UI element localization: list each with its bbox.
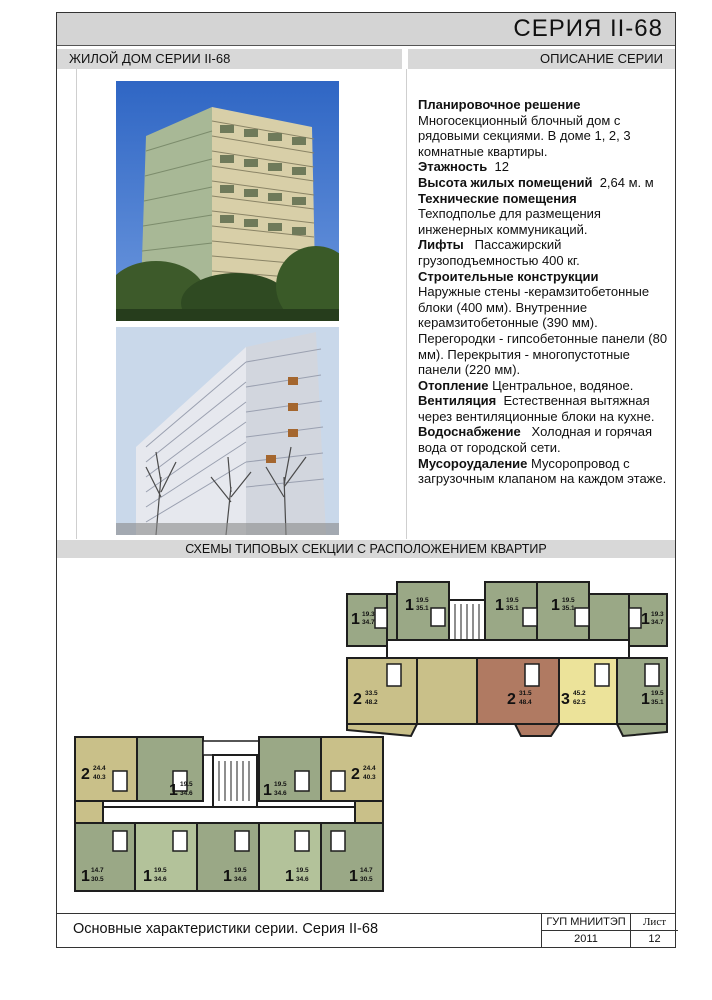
top-u3-total: 35.1 <box>506 605 519 612</box>
bot-u1-total: 40.3 <box>93 774 106 781</box>
bot-u4-area: 24.4 <box>363 765 376 772</box>
lifts-label: Лифты <box>418 237 464 253</box>
bot-l2-area: 19.5 <box>154 867 167 874</box>
top-l3-total: 62.5 <box>573 699 586 706</box>
garbage-text: Мусоропровод с загрузочным клапаном на каждом этаже. <box>418 455 667 487</box>
floor-plan-bottom <box>73 735 385 895</box>
subheader-bar <box>57 49 675 69</box>
top-l4-rooms: 1 <box>641 691 650 708</box>
stair-core-bottom <box>213 755 257 807</box>
top-l4-area: 19.5 <box>651 690 664 697</box>
floor-plan-bottom-drawing <box>73 735 385 895</box>
description-heading: ОПИСАНИЕ СЕРИИ <box>539 51 663 66</box>
planning-text: Многосекционный блочный дом с рядовыми секциями. В доме 1, 2, 3 комнатные квартиры. <box>418 112 631 159</box>
lifts-text: Пассажирский грузоподъемностью 400 кг. <box>418 237 580 268</box>
top-l2-rooms: 2 <box>507 691 516 708</box>
building-photo-bottom <box>116 327 339 535</box>
floors-value: 12 <box>494 159 509 175</box>
corridor-top <box>387 640 629 658</box>
vent-text: Естественная вытяжная через вентиляционные блоки на кухне. <box>418 393 655 424</box>
top-u1-total: 34.7 <box>362 619 375 626</box>
bot-u4-rooms: 2 <box>351 766 360 783</box>
bot-l1-area: 14.7 <box>91 867 104 874</box>
series-description <box>418 97 673 487</box>
floor-plan-top <box>345 580 670 740</box>
water-label: Водоснабжение <box>418 424 521 440</box>
subheader-gap <box>402 49 408 69</box>
floors-label: Этажность <box>418 159 488 175</box>
garbage-label: Мусороудаление <box>418 455 528 471</box>
series-title: СЕРИЯ II-68 <box>513 15 663 42</box>
bot-l4-total: 34.6 <box>296 876 309 883</box>
building-photo-top <box>116 81 339 321</box>
bot-u1-rooms: 2 <box>81 766 90 783</box>
top-l1-total: 48.2 <box>365 699 378 706</box>
vent-label: Вентиляция <box>418 393 497 409</box>
building-heading: ЖИЛОЙ ДОМ СЕРИИ II-68 <box>69 51 231 66</box>
top-u4-total: 35.1 <box>562 605 575 612</box>
top-u3-rooms: 1 <box>495 597 504 614</box>
constr-text: Наружные стены -керамзитобетонные блоки (400 мм). Внутренние керамзитобетонные (390 мм). Перегородки - гипсобетонные панели (80 мм). Перекрытия - многопустотные панели (220 мм). <box>418 284 668 378</box>
document-sheet <box>56 12 676 948</box>
top-l1-rooms: 2 <box>353 691 362 708</box>
heating-text: Центральное, водяное. <box>492 377 634 393</box>
heating-label: Отопление <box>418 377 489 393</box>
bot-u4-total: 40.3 <box>363 774 376 781</box>
top-u1-rooms: 1 <box>351 611 360 628</box>
top-u4-rooms: 1 <box>551 597 560 614</box>
org-cell <box>541 914 630 947</box>
constr-label: Строительные конструкции <box>418 268 599 284</box>
height-label: Высота жилых помещений <box>418 174 593 190</box>
floor-plan-top-drawing <box>345 580 670 740</box>
org-year: 2011 <box>574 933 598 945</box>
corridor-bottom <box>103 807 355 823</box>
top-u4-area: 19.5 <box>562 597 575 604</box>
bot-l2-rooms: 1 <box>143 868 152 885</box>
bot-l5-rooms: 1 <box>349 868 358 885</box>
top-u1-area: 19.3 <box>362 611 375 618</box>
center-rule <box>406 69 407 539</box>
apt-top-l2 <box>477 658 559 724</box>
sheet-label: Лист <box>631 914 678 931</box>
bot-u2-rooms: 1 <box>169 782 178 799</box>
bot-u2-total: 34.6 <box>180 790 193 797</box>
bot-u2-area: 19.5 <box>180 781 193 788</box>
bot-l3-rooms: 1 <box>223 868 232 885</box>
top-u2-area: 19.5 <box>416 597 429 604</box>
height-value: 2,64 м. м <box>599 174 654 190</box>
footer-caption: Основные характеристики серии. Серия II-68 <box>73 921 379 937</box>
left-rule <box>76 69 77 539</box>
top-u5-rooms: 1 <box>641 611 650 628</box>
top-u5-total: 34.7 <box>651 619 664 626</box>
bot-u3-area: 19.5 <box>274 781 287 788</box>
bot-l3-area: 19.5 <box>234 867 247 874</box>
top-l3-rooms: 3 <box>561 691 570 708</box>
top-l2-total: 48.4 <box>519 699 532 706</box>
title-block <box>57 913 675 947</box>
bot-l1-rooms: 1 <box>81 868 90 885</box>
top-l1-area: 33.5 <box>365 690 378 697</box>
water-text: Холодная и горячая вода от городской сети. <box>418 424 653 456</box>
bot-l2-total: 34.6 <box>154 876 167 883</box>
bot-u3-total: 34.6 <box>274 790 287 797</box>
bot-l4-rooms: 1 <box>285 868 294 885</box>
top-u5-area: 19.3 <box>651 611 664 618</box>
top-u3-area: 19.5 <box>506 597 519 604</box>
org-name: ГУП МНИИТЭП <box>542 914 630 931</box>
title-bar <box>57 13 675 46</box>
section-schemes-bar: СХЕМЫ ТИПОВЫХ СЕКЦИИ С РАСПОЛОЖЕНИЕМ КВАРТИР <box>57 540 675 558</box>
bot-l1-total: 30.5 <box>91 876 104 883</box>
building-photo-bottom-image <box>116 327 339 535</box>
building-photo-top-image <box>116 81 339 321</box>
sheet-cell <box>630 914 678 947</box>
planning-label: Планировочное решение <box>418 97 581 112</box>
bot-u1-area: 24.4 <box>93 765 106 772</box>
top-l4-total: 35.1 <box>651 699 664 706</box>
bot-l3-total: 34.6 <box>234 876 247 883</box>
bot-l5-total: 30.5 <box>360 876 373 883</box>
bot-u3-rooms: 1 <box>263 782 272 799</box>
top-u2-rooms: 1 <box>405 597 414 614</box>
sheet-number: 12 <box>648 933 661 945</box>
tech-text: Техподполье для размещения инженерных коммуникаций. <box>418 206 601 237</box>
top-l3-area: 45.2 <box>573 690 586 697</box>
top-l2-area: 31.5 <box>519 690 532 697</box>
bot-l4-area: 19.5 <box>296 867 309 874</box>
top-u2-total: 35.1 <box>416 605 429 612</box>
bot-l5-area: 14.7 <box>360 867 373 874</box>
tech-label: Технические помещения <box>418 190 577 206</box>
